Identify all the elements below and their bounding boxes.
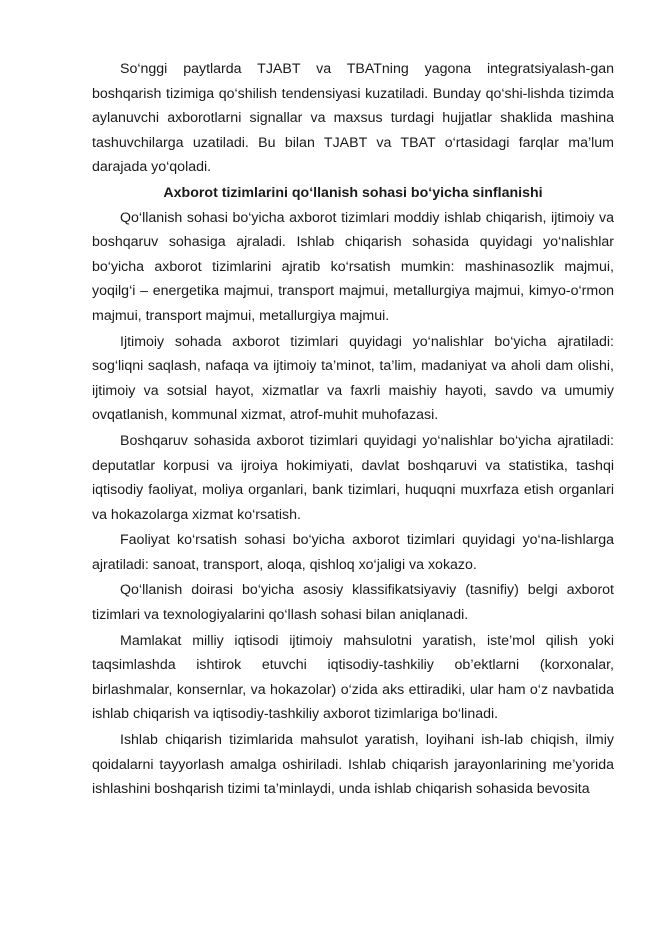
document-page [92, 57, 614, 803]
section-heading: Axborot tizimlarini qo‘llanish sohasi bo‘yicha sinflanishi [163, 184, 543, 201]
paragraph-classification: Qo‘llanish doirasi bo‘yicha asosiy klassifikatsiyaviy (tasnifiy) belgi axborot tizimlari va texnologiyalarini qo‘llash sohasi bilan aniqlanadi. [92, 582, 614, 624]
paragraph-activity-sphere: Faoliyat ko‘rsatish sohasi bo‘yicha axborot tizimlari quyidagi yo‘na-lishlarga ajratiladi: sanoat, transport, aloqa, qishloq xo‘jaligi va xokazo. [92, 532, 614, 573]
paragraph-national-economy: Mamlakat milliy iqtisodi ijtimoiy mahsulotni yaratish, iste’mol qilish yoki taqsimlashda ishtirok etuvchi iqtisodiy-tashkiliy ob’ektlarni (korxonalar, birlashmalar, konsernlar, va hokazolar) o‘zida aks ettiradiki, ular ham o‘z navbatida ishlab chiqarish va iqtisodiy-tashkiliy axborot tizimlariga bo‘linadi. [92, 632, 614, 723]
paragraph-production-systems: Ishlab chiqarish tizimlarida mahsulot yaratish, loyihani ish-lab chiqish, ilmiy qoidalarni tayyorlash amalga oshiriladi. Ishlab chiqarish jarayonlarining me’yorida ishlashini boshqarish tizimi ta’minlaydi, unda ishlab chiqarish sohasida bevosita [92, 732, 614, 798]
paragraph-integration: So‘nggi paytlarda TJABT va TBATning yagona integratsiyalash-gan boshqarish tizimiga qo‘shilish tendensiyasi kuzatiladi. Bunday qo‘shi-lishda tizimda aylanuvchi axborotlarni signallar va maxsus turdagi hujjatlar shaklida mashina tashuvchilarga uzatiladi. Bu bilan TJABT va TBAT o‘rtasidagi farqlar ma’lum darajada yo‘qoladi. [92, 61, 614, 176]
paragraph-application-area: Qo‘llanish sohasi bo‘yicha axborot tizimlari moddiy ishlab chiqarish, ijtimoiy va boshqaruv sohasiga ajraladi. Ishlab chiqarish sohasida quyidagi yo‘nalishlar bo‘yicha axborot tizimlarini ajratib ko‘rsatish mumkin: mashinasozlik majmui, yoqilg‘i – energetika majmui, transport majmui, metallurgiya majmui, kimyo-o‘rmon majmui, transport majmui, metallurgiya majmui. [92, 209, 614, 324]
paragraph-management-sphere: Boshqaruv sohasida axborot tizimlari quyidagi yo‘nalishlar bo‘yicha ajratiladi: deputatlar korpusi va ijroiya hokimiyati, davlat boshqaruvi va statistika, tashqi iqtisodiy faoliyat, moliya organlari, bank tizimlari, huquqni muxrfaza etish organlari va hokazolarga xizmat ko‘rsatish. [92, 432, 614, 523]
paragraph-social-sphere: Ijtimoiy sohada axborot tizimlari quyidagi yo‘nalishlar bo‘yicha ajratiladi: sog‘liqni saqlash, nafaqa va ijtimoiy ta’minot, ta’lim, madaniyat va aholi dam olishi, ijtimoiy va sotsial hayot, xizmatlar va faxrli maishiy hayoti, savdo va umumiy ovqatlanish, kommunal xizmat, atrof-muhit muhofazasi. [92, 333, 614, 424]
